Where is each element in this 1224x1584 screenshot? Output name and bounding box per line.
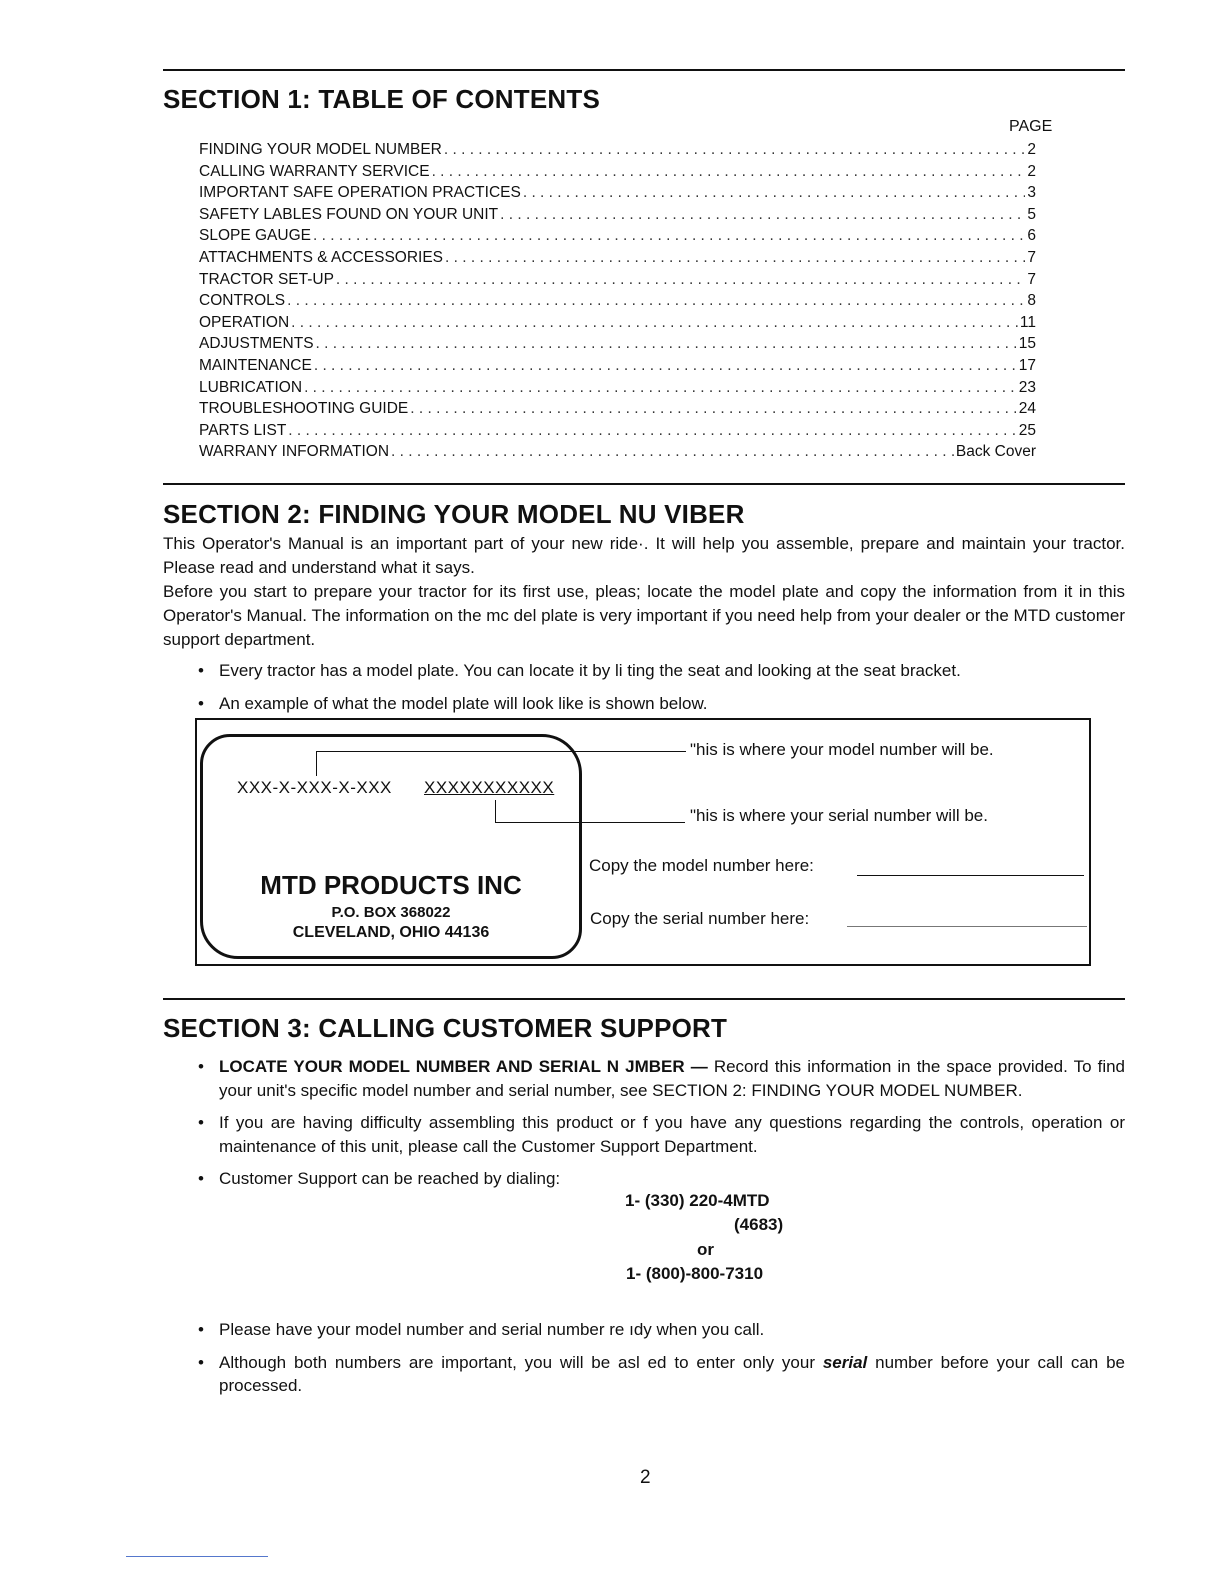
toc-leader-dots bbox=[304, 377, 1017, 399]
toc-leader-dots bbox=[313, 225, 1025, 247]
toc-leader-dots bbox=[316, 333, 1017, 355]
toc-entry-page: 7 bbox=[1027, 248, 1036, 266]
toc-entry bbox=[199, 182, 1036, 204]
list-item: • Customer Support can be reached by dialing: bbox=[198, 1167, 1125, 1191]
phone-or-separator: or bbox=[697, 1240, 714, 1259]
list-item: • If you are having difficulty assembling this product or f you have any questions regarding the controls, operation or maintenance of this unit, please call the Customer Support Department. bbox=[198, 1111, 1125, 1158]
toc-entry bbox=[199, 377, 1036, 399]
toc-leader-dots bbox=[410, 398, 1016, 420]
toc-entry-page: 2 bbox=[1027, 141, 1036, 158]
toc-entry bbox=[199, 204, 1036, 226]
toc-entry bbox=[199, 269, 1036, 291]
toc-entry-page: 6 bbox=[1027, 227, 1036, 245]
copy-model-label: Copy the model number here: bbox=[589, 856, 814, 875]
toc-entry-label: MAINTENANCE bbox=[199, 356, 312, 374]
toc-entry-page: 23 bbox=[1018, 378, 1036, 396]
section1-top-rule bbox=[163, 69, 1125, 71]
toc-entry bbox=[199, 247, 1036, 269]
toc-entry-label: SLOPE GAUGE bbox=[199, 227, 311, 245]
locate-numbers-lead: LOCATE YOUR MODEL NUMBER AND SERIAL N JMBER — bbox=[219, 1057, 708, 1076]
serial-note-pre: Although both numbers are important, you will be asl ed to enter only your bbox=[219, 1352, 823, 1372]
toc-entry-label: TRACTOR SET-UP bbox=[199, 270, 334, 288]
toc-entry-label: ADJUSTMENTS bbox=[199, 335, 314, 353]
toc-entry-page: Back Cover bbox=[955, 443, 1036, 461]
toc-entry bbox=[199, 420, 1036, 442]
plate-company-name: MTD PRODUCTS INC bbox=[260, 870, 522, 900]
toc-entry bbox=[199, 441, 1036, 463]
section3-title: SECTION 3: CALLING CUSTOMER SUPPORT bbox=[163, 1013, 728, 1043]
toc-leader-dots bbox=[287, 290, 1025, 312]
model-number-callout: "his is where your model number will be. bbox=[690, 740, 994, 759]
plate-model-format: XXX-X-XXX-X-XXX bbox=[237, 778, 392, 797]
toc-entry-page: 2 bbox=[1027, 162, 1036, 180]
toc-entry-label: PARTS LIST bbox=[199, 421, 287, 439]
model-number-fill-line bbox=[857, 875, 1084, 876]
toc-leader-dots bbox=[291, 312, 1018, 334]
toc-leader-dots bbox=[336, 269, 1025, 291]
toc-entry-label: OPERATION bbox=[199, 313, 290, 331]
section2-top-rule bbox=[163, 483, 1125, 485]
table-of-contents bbox=[199, 139, 1036, 463]
plate-serial-format: XXXXXXXXXXX bbox=[424, 778, 555, 797]
toc-leader-dots bbox=[432, 161, 1026, 183]
toc-entry-label: FINDING YOUR MODEL NUMBER bbox=[199, 141, 442, 158]
section3-bullets bbox=[198, 1055, 1125, 1191]
list-item bbox=[198, 1351, 1125, 1398]
toc-leader-dots bbox=[314, 355, 1017, 377]
section2-instructions-paragraph: Before you start to prepare your tractor for its first use, pleas; locate the model plate and copy the information from it in this Operator's Manual. The information on the mc del plate is very important if you need help from your dealer or the MTD customer support department. bbox=[163, 582, 1125, 649]
toc-entry-page: 25 bbox=[1018, 421, 1036, 439]
section2-title: SECTION 2: FINDING YOUR MODEL NU VIBER bbox=[163, 499, 745, 529]
list-item bbox=[198, 1055, 1125, 1102]
toc-leader-dots bbox=[288, 420, 1016, 442]
toc-entry-page: 8 bbox=[1027, 292, 1036, 310]
section3-closing-bullets bbox=[198, 1318, 1125, 1398]
toc-page-header: PAGE bbox=[1009, 118, 1053, 135]
toc-entry-label: IMPORTANT SAFE OPERATION PRACTICES bbox=[199, 184, 521, 202]
model-bracket-line bbox=[316, 751, 317, 776]
toc-entry-label: LUBRICATION bbox=[199, 378, 303, 396]
toc-entry-page: 7 bbox=[1027, 270, 1036, 288]
toc-entry bbox=[199, 290, 1036, 312]
plate-po-box: P.O. BOX 368022 bbox=[331, 904, 451, 921]
toc-leader-dots bbox=[523, 182, 1026, 204]
phone-number-secondary: 1- (800)-800-7310 bbox=[626, 1264, 764, 1283]
serial-bracket-line bbox=[495, 800, 496, 822]
list-item: • An example of what the model plate will look like is shown below. bbox=[198, 692, 1125, 716]
serial-number-callout: "his is where your serial number will be. bbox=[690, 806, 988, 825]
toc-entry-page: 24 bbox=[1018, 400, 1036, 418]
toc-leader-dots bbox=[444, 139, 1026, 161]
toc-entry-page: 17 bbox=[1018, 356, 1036, 374]
list-item: • Every tractor has a model plate. You can locate it by li ting the seat and looking at the seat bracket. bbox=[198, 659, 1125, 683]
toc-entry-label: CONTROLS bbox=[199, 292, 286, 310]
serial-bracket-bottom bbox=[495, 822, 685, 823]
toc-entry-label: SAFETY LABLES FOUND ON YOUR UNIT bbox=[199, 205, 499, 223]
section1-title: SECTION 1: TABLE OF CONTENTS bbox=[163, 84, 601, 114]
toc-entry bbox=[199, 139, 1036, 161]
toc-entry bbox=[199, 333, 1036, 355]
toc-entry-label: CALLING WARRANTY SERVICE bbox=[199, 162, 430, 180]
toc-entry-page: 11 bbox=[1019, 313, 1036, 331]
toc-entry-label: ATTACHMENTS & ACCESSORIES bbox=[199, 248, 444, 266]
page-number: 2 bbox=[640, 1467, 651, 1488]
locate-numbers-text: Record this information in the space provided. To find your unit's specific model number and serial number, see SECTION 2: FINDING YOUR MODEL NUMBER. bbox=[219, 1057, 1126, 1100]
toc-entry-page: 15 bbox=[1018, 335, 1036, 353]
serial-emphasis: serial bbox=[822, 1352, 868, 1372]
section2-intro-paragraph: This Operator's Manual is an important part of your new ride·. It will help you assemble, prepare and maintain your tractor. Please read and understand what it says. bbox=[163, 534, 1125, 577]
toc-entry bbox=[199, 398, 1036, 420]
toc-entry-label: TROUBLESHOOTING GUIDE bbox=[199, 400, 409, 418]
serial-number-fill-line bbox=[847, 926, 1087, 927]
toc-leader-dots bbox=[500, 204, 1025, 226]
section2-bullets bbox=[198, 659, 1125, 715]
model-bracket-top bbox=[316, 751, 686, 752]
toc-entry bbox=[199, 312, 1036, 334]
list-item: • Please have your model number and serial number re ıdy when you call. bbox=[198, 1318, 1125, 1342]
toc-entry-label: WARRANY INFORMATION bbox=[199, 443, 390, 461]
toc-leader-dots bbox=[391, 441, 954, 463]
plate-city: CLEVELAND, OHIO 44136 bbox=[292, 924, 490, 941]
toc-leader-dots bbox=[445, 247, 1025, 269]
footer-mark bbox=[126, 1556, 268, 1557]
toc-entry-page: 5 bbox=[1027, 205, 1036, 223]
toc-entry bbox=[199, 225, 1036, 247]
phone-number-primary: 1- (330) 220-4MTD bbox=[625, 1191, 770, 1210]
section3-top-rule bbox=[163, 998, 1125, 1000]
copy-serial-label: Copy the serial number here: bbox=[590, 909, 810, 928]
phone-number-primary-alt: (4683) bbox=[734, 1215, 784, 1234]
toc-entry-page: 3 bbox=[1027, 184, 1036, 202]
toc-entry bbox=[199, 355, 1036, 377]
serial-note-post: number before your call can be processed. bbox=[219, 1352, 1125, 1395]
toc-entry bbox=[199, 161, 1036, 183]
